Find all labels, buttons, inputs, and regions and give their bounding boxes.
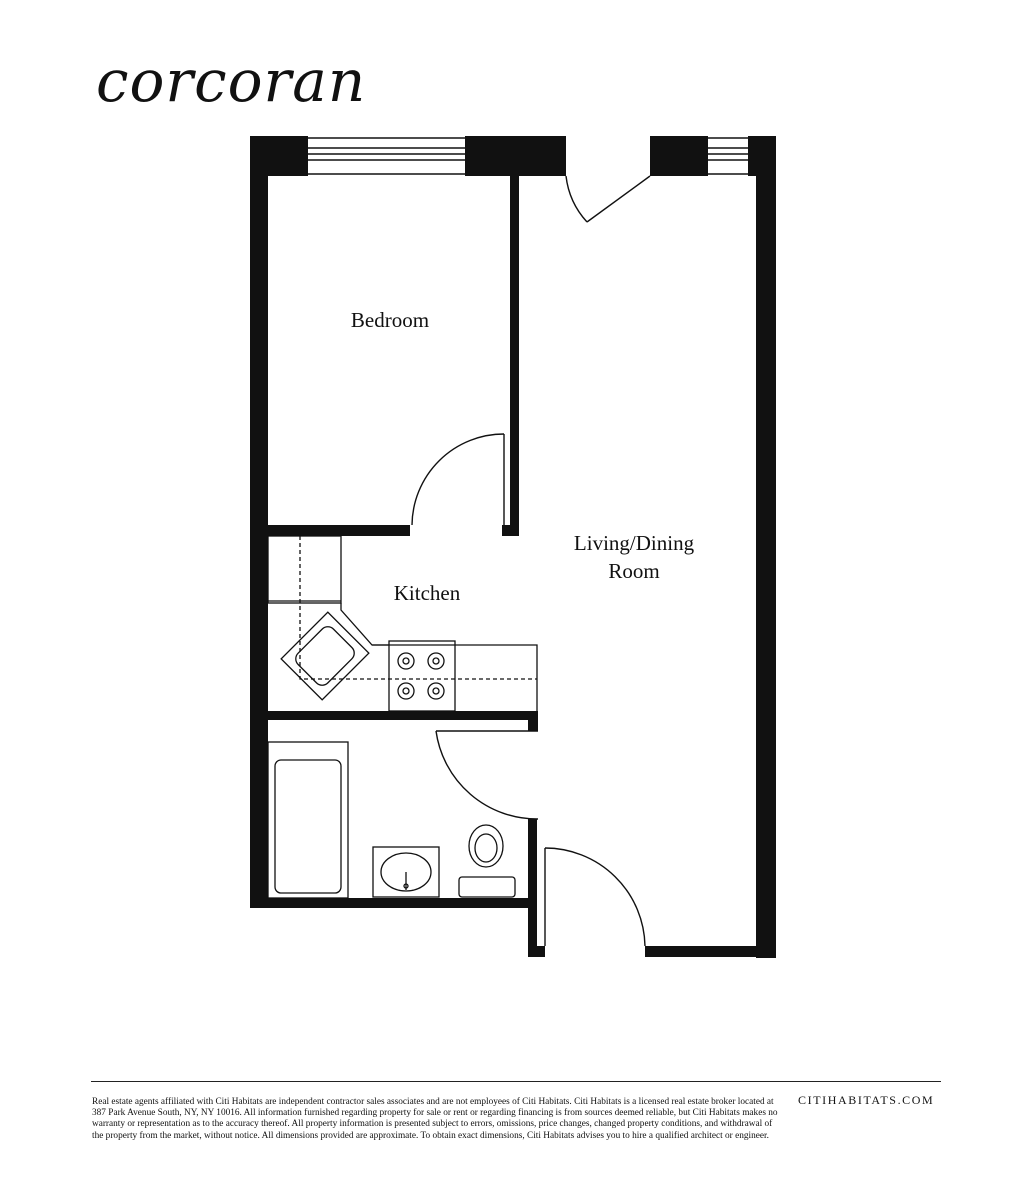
website-link[interactable]: CITIHABITATS.COM — [798, 1093, 935, 1107]
kitchen-fixtures — [268, 536, 537, 711]
toilet-icon — [459, 825, 515, 897]
room-label-living-line2: Room — [608, 559, 660, 583]
bathtub-icon — [268, 742, 348, 898]
vanity-sink-icon — [373, 847, 439, 897]
stove-icon — [389, 641, 455, 711]
legal-disclaimer: Real estate agents affiliated with Citi Habitats are independent contractor sales associates and are not employees of Citi Habitats. Citi Habitats is a licensed real estate broker located at 387 Park Avenue South, NY, NY 10016. All information furnished regarding property for sale or rent or regarding financing is from sources deemed reliable, but Citi Habitats makes no warranty or representation as to the accuracy thereof. All property information is presented subject to errors, omissions, price changes, changed property conditions, and withdrawal of the property from the market, without notice. All dimensions provided are approximate. To obtain exact dimensions, Citi Habitats advises you to hire a qualified architect or engineer. — [92, 1097, 778, 1141]
room-label-kitchen: Kitchen — [393, 581, 461, 605]
sink-icon — [281, 612, 369, 700]
walls — [250, 136, 776, 958]
footer-divider — [91, 1081, 941, 1082]
room-labels — [351, 308, 695, 605]
room-label-bedroom: Bedroom — [350, 308, 430, 332]
room-label-living-line1: Living/Dining — [573, 531, 695, 555]
corcoran-logo: corcoran — [96, 47, 367, 115]
bath-fixtures — [268, 742, 515, 898]
